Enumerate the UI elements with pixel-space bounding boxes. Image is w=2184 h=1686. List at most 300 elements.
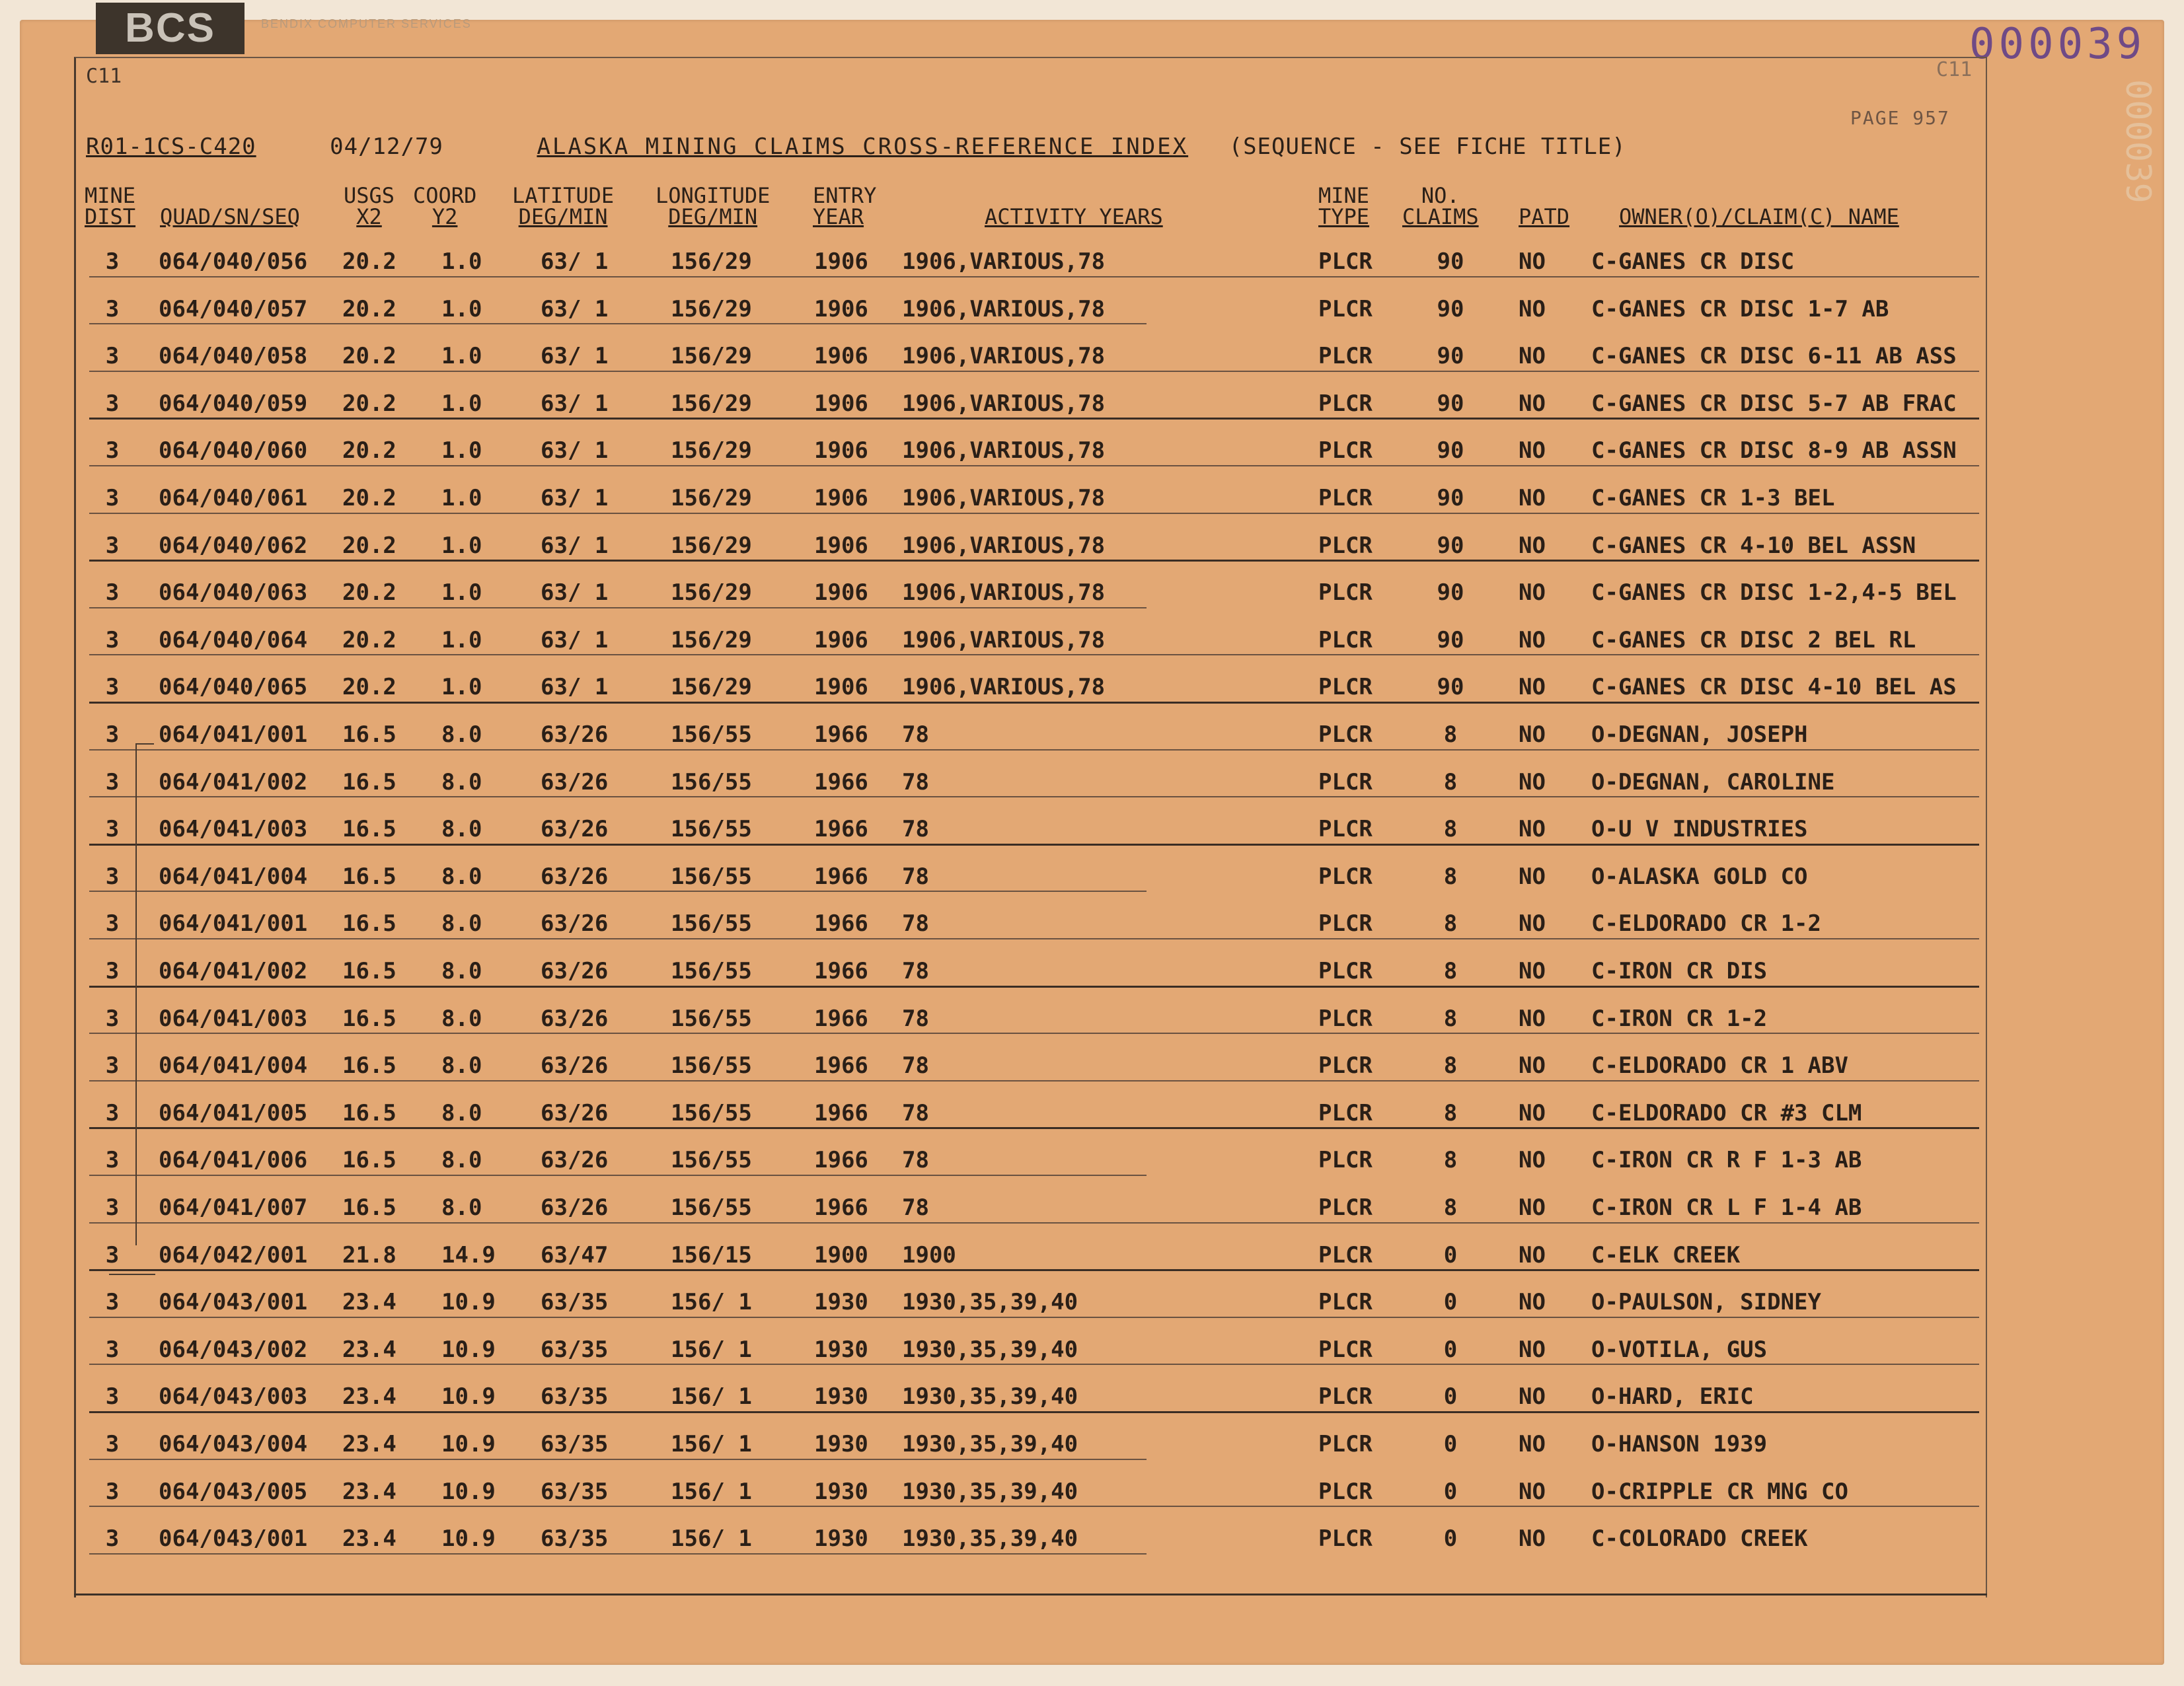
patented-cell: NO [1519, 910, 1546, 937]
mine-type-cell: PLCR [1318, 1147, 1373, 1174]
mine-type-cell: PLCR [1318, 437, 1373, 464]
usgs-x2-cell: 16.5 [342, 1194, 396, 1221]
quad-cell: 064/040/058 [159, 343, 308, 370]
owner-claim-name-cell: C-GANES CR DISC 1-7 AB [1591, 295, 1889, 322]
longitude-cell: 156/ 1 [671, 1383, 752, 1411]
entry-year-cell: 1966 [814, 768, 868, 795]
quad-cell: 064/040/063 [159, 579, 308, 606]
row-rule [89, 1506, 1979, 1507]
activity-years-cell: 78 [902, 721, 929, 748]
quad-cell: 064/041/007 [159, 1194, 308, 1221]
owner-claim-name-cell: O-DEGNAN, JOSEPH [1591, 721, 1808, 748]
usgs-x2-cell: 16.5 [342, 768, 396, 795]
latitude-cell: 63/ 1 [541, 390, 609, 417]
mine-type-cell: PLCR [1318, 390, 1373, 417]
longitude-cell: 156/29 [671, 248, 752, 275]
usgs-x2-cell: 20.2 [342, 390, 396, 417]
quad-cell: 064/043/003 [159, 1383, 308, 1411]
header-activity-years: ACTIVITY YEARS [985, 204, 1163, 229]
entry-year-cell: 1930 [814, 1431, 868, 1457]
quad-cell: 064/041/006 [159, 1147, 308, 1174]
patented-cell: NO [1519, 1052, 1546, 1080]
header-patd: PATD [1519, 204, 1570, 229]
claims-count-cell: 90 [1437, 532, 1464, 559]
row-rule [89, 844, 1979, 846]
activity-years-cell: 1900 [902, 1241, 956, 1268]
activity-years-cell: 78 [902, 910, 929, 937]
coord-y2-cell: 8.0 [441, 863, 482, 890]
longitude-cell: 156/55 [671, 816, 752, 843]
claims-count-cell: 0 [1443, 1289, 1458, 1316]
usgs-x2-cell: 23.4 [342, 1336, 396, 1363]
coord-y2-cell: 1.0 [441, 579, 482, 606]
claims-count-cell: 0 [1443, 1478, 1458, 1505]
header-mine-type: MINE TYPE [1318, 183, 1370, 229]
report-id: R01-1CS-C420 [86, 133, 256, 160]
patented-cell: NO [1519, 863, 1546, 890]
entry-year-cell: 1906 [814, 295, 868, 322]
activity-years-cell: 78 [902, 768, 929, 795]
mine-type-cell: PLCR [1318, 863, 1373, 890]
row-rule [89, 796, 1979, 797]
longitude-cell: 156/55 [671, 1099, 752, 1126]
latitude-cell: 63/26 [541, 863, 609, 890]
longitude-cell: 156/55 [671, 1147, 752, 1174]
report-date: 04/12/79 [330, 133, 443, 160]
table-row [0, 947, 1982, 995]
table-row [0, 1042, 1982, 1089]
longitude-cell: 156/ 1 [671, 1525, 752, 1553]
corner-code-right: C11 [1936, 58, 1973, 81]
usgs-x2-cell: 20.2 [342, 437, 396, 464]
row-rule [89, 276, 1979, 277]
entry-year-cell: 1966 [814, 1005, 868, 1032]
activity-years-cell: 78 [902, 1099, 929, 1126]
entry-year-cell: 1900 [814, 1241, 868, 1268]
usgs-x2-cell: 23.4 [342, 1525, 396, 1553]
mine-type-cell: PLCR [1318, 1194, 1373, 1221]
usgs-x2-cell: 16.5 [342, 1099, 396, 1126]
activity-years-cell: 1930,35,39,40 [902, 1289, 1078, 1316]
patented-cell: NO [1519, 390, 1546, 417]
longitude-cell: 156/55 [671, 721, 752, 748]
owner-claim-name-cell: O-CRIPPLE CR MNG CO [1591, 1478, 1848, 1505]
patented-cell: NO [1519, 1383, 1546, 1411]
usgs-x2-cell: 16.5 [342, 816, 396, 843]
coord-y2-cell: 1.0 [441, 248, 482, 275]
row-rule [89, 465, 1979, 466]
table-row [0, 805, 1982, 853]
table-row [0, 1184, 1982, 1231]
quad-cell: 064/043/004 [159, 1431, 308, 1457]
row-rule [89, 938, 1979, 939]
mine-dist-cell: 3 [105, 1052, 120, 1080]
table-row [0, 1420, 1982, 1468]
usgs-x2-cell: 20.2 [342, 485, 396, 511]
mine-type-cell: PLCR [1318, 1478, 1373, 1505]
table-row [0, 758, 1982, 806]
claims-count-cell: 90 [1437, 437, 1464, 464]
longitude-cell: 156/15 [671, 1241, 752, 1268]
patented-cell: NO [1519, 343, 1546, 370]
mine-type-cell: PLCR [1318, 1525, 1373, 1553]
quad-cell: 064/041/004 [159, 863, 308, 890]
longitude-cell: 156/55 [671, 863, 752, 890]
claims-count-cell: 8 [1443, 816, 1458, 843]
claims-count-cell: 90 [1437, 674, 1464, 701]
owner-claim-name-cell: O-PAULSON, SIDNEY [1591, 1289, 1821, 1316]
latitude-cell: 63/35 [541, 1525, 609, 1553]
mine-dist-cell: 3 [105, 1431, 120, 1457]
row-rule [89, 1033, 1979, 1034]
table-row [0, 569, 1982, 616]
mine-type-cell: PLCR [1318, 674, 1373, 701]
coord-y2-cell: 1.0 [441, 343, 482, 370]
longitude-cell: 156/29 [671, 295, 752, 322]
activity-years-cell: 1906,VARIOUS,78 [902, 248, 1106, 275]
owner-claim-name-cell: C-GANES CR DISC 5-7 AB FRAC [1591, 390, 1957, 417]
mine-type-cell: PLCR [1318, 626, 1373, 653]
row-rule [89, 371, 1979, 372]
mine-dist-cell: 3 [105, 1194, 120, 1221]
latitude-cell: 63/26 [541, 910, 609, 937]
usgs-x2-cell: 16.5 [342, 1005, 396, 1032]
coord-y2-cell: 1.0 [441, 390, 482, 417]
longitude-cell: 156/29 [671, 579, 752, 606]
latitude-cell: 63/ 1 [541, 579, 609, 606]
activity-years-cell: 78 [902, 1194, 929, 1221]
mine-type-cell: PLCR [1318, 1052, 1373, 1080]
owner-claim-name-cell: C-IRON CR 1-2 [1591, 1005, 1768, 1032]
coord-y2-cell: 8.0 [441, 768, 482, 795]
usgs-x2-cell: 20.2 [342, 248, 396, 275]
claims-count-cell: 0 [1443, 1336, 1458, 1363]
page-number: PAGE 957 [1850, 107, 1950, 129]
quad-cell: 064/040/062 [159, 532, 308, 559]
patented-cell: NO [1519, 485, 1546, 511]
patented-cell: NO [1519, 1478, 1546, 1505]
claims-count-cell: 90 [1437, 343, 1464, 370]
mine-dist-cell: 3 [105, 816, 120, 843]
activity-years-cell: 1906,VARIOUS,78 [902, 674, 1106, 701]
quad-cell: 064/041/002 [159, 768, 308, 795]
claims-count-cell: 8 [1443, 1147, 1458, 1174]
row-rule [89, 1222, 1979, 1224]
quad-cell: 064/040/061 [159, 485, 308, 511]
header-entry-year: ENTRY YEAR [813, 183, 877, 229]
mine-type-cell: PLCR [1318, 1431, 1373, 1457]
row-rule [89, 986, 1979, 988]
entry-year-cell: 1930 [814, 1525, 868, 1553]
table-row [0, 1515, 1982, 1562]
coord-y2-cell: 10.9 [441, 1431, 496, 1457]
page-frame-bottom [74, 1594, 1987, 1595]
longitude-cell: 156/55 [671, 1194, 752, 1221]
coord-y2-cell: 8.0 [441, 910, 482, 937]
mine-dist-cell: 3 [105, 910, 120, 937]
latitude-cell: 63/26 [541, 958, 609, 984]
quad-cell: 064/041/004 [159, 1052, 308, 1080]
longitude-cell: 156/55 [671, 768, 752, 795]
table-row [0, 711, 1982, 758]
claims-count-cell: 8 [1443, 721, 1458, 748]
coord-y2-cell: 10.9 [441, 1383, 496, 1411]
coord-y2-cell: 1.0 [441, 295, 482, 322]
mine-dist-cell: 3 [105, 437, 120, 464]
row-rule [89, 418, 1979, 420]
longitude-cell: 156/29 [671, 485, 752, 511]
usgs-x2-cell: 20.2 [342, 295, 396, 322]
latitude-cell: 63/ 1 [541, 343, 609, 370]
row-rule [89, 513, 1979, 514]
mine-type-cell: PLCR [1318, 1383, 1373, 1411]
mine-type-cell: PLCR [1318, 816, 1373, 843]
patented-cell: NO [1519, 1099, 1546, 1126]
latitude-cell: 63/ 1 [541, 532, 609, 559]
row-rule [89, 702, 1979, 704]
longitude-cell: 156/55 [671, 958, 752, 984]
usgs-x2-cell: 23.4 [342, 1431, 396, 1457]
patented-cell: NO [1519, 532, 1546, 559]
latitude-cell: 63/26 [541, 1005, 609, 1032]
mine-dist-cell: 3 [105, 343, 120, 370]
header-no-claims: NO. CLAIMS [1402, 183, 1479, 229]
table-row [0, 332, 1982, 380]
patented-cell: NO [1519, 1336, 1546, 1363]
claims-count-cell: 8 [1443, 958, 1458, 984]
entry-year-cell: 1906 [814, 343, 868, 370]
usgs-x2-cell: 23.4 [342, 1383, 396, 1411]
header-owner-claim-name: OWNER(O)/CLAIM(C) NAME [1619, 204, 1899, 229]
table-row [0, 522, 1982, 569]
row-rule [89, 891, 1147, 892]
owner-claim-name-cell: C-GANES CR 4-10 BEL ASSN [1591, 532, 1916, 559]
mine-dist-cell: 3 [105, 863, 120, 890]
patented-cell: NO [1519, 768, 1546, 795]
coord-y2-cell: 8.0 [441, 958, 482, 984]
activity-years-cell: 1906,VARIOUS,78 [902, 390, 1106, 417]
row-rule [89, 1317, 1979, 1318]
patented-cell: NO [1519, 295, 1546, 322]
owner-claim-name-cell: C-GANES CR DISC 4-10 BEL AS [1591, 674, 1957, 701]
mine-type-cell: PLCR [1318, 1289, 1373, 1316]
document-number-ghost: 000039 [2118, 79, 2158, 203]
activity-years-cell: 78 [902, 863, 929, 890]
mine-dist-cell: 3 [105, 248, 120, 275]
latitude-cell: 63/26 [541, 1147, 609, 1174]
entry-year-cell: 1906 [814, 579, 868, 606]
mine-dist-cell: 3 [105, 579, 120, 606]
mine-dist-cell: 3 [105, 1525, 120, 1553]
mine-dist-cell: 3 [105, 674, 120, 701]
entry-year-cell: 1930 [814, 1383, 868, 1411]
entry-year-cell: 1906 [814, 248, 868, 275]
row-rule [89, 1080, 1979, 1081]
owner-claim-name-cell: O-VOTILA, GUS [1591, 1336, 1768, 1363]
row-rule [89, 1364, 1979, 1365]
claims-count-cell: 90 [1437, 295, 1464, 322]
activity-years-cell: 78 [902, 816, 929, 843]
header-mine-dist: MINE DIST [85, 183, 136, 229]
patented-cell: NO [1519, 248, 1546, 275]
entry-year-cell: 1906 [814, 674, 868, 701]
entry-year-cell: 1906 [814, 437, 868, 464]
quad-cell: 064/040/056 [159, 248, 308, 275]
quad-cell: 064/041/001 [159, 910, 308, 937]
activity-years-cell: 78 [902, 1147, 929, 1174]
entry-year-cell: 1966 [814, 1194, 868, 1221]
owner-claim-name-cell: C-ELK CREEK [1591, 1241, 1741, 1268]
longitude-cell: 156/29 [671, 390, 752, 417]
mine-type-cell: PLCR [1318, 295, 1373, 322]
longitude-cell: 156/55 [671, 910, 752, 937]
longitude-cell: 156/29 [671, 626, 752, 653]
entry-year-cell: 1966 [814, 721, 868, 748]
claims-count-cell: 8 [1443, 1194, 1458, 1221]
quad-cell: 064/041/005 [159, 1099, 308, 1126]
owner-claim-name-cell: C-GANES CR DISC [1591, 248, 1795, 275]
report-header [86, 133, 1626, 160]
mine-type-cell: PLCR [1318, 248, 1373, 275]
header-latitude: LATITUDE DEG/MIN [512, 183, 615, 229]
mine-dist-cell: 3 [105, 1383, 120, 1411]
activity-years-cell: 1930,35,39,40 [902, 1431, 1078, 1457]
claims-count-cell: 0 [1443, 1383, 1458, 1411]
header-usgs-x2: USGS X2 [344, 183, 395, 229]
entry-year-cell: 1966 [814, 863, 868, 890]
latitude-cell: 63/ 1 [541, 437, 609, 464]
patented-cell: NO [1519, 958, 1546, 984]
patented-cell: NO [1519, 1147, 1546, 1174]
quad-cell: 064/041/001 [159, 721, 308, 748]
coord-y2-cell: 1.0 [441, 437, 482, 464]
table-row [0, 1278, 1982, 1326]
mine-dist-cell: 3 [105, 1005, 120, 1032]
usgs-x2-cell: 16.5 [342, 910, 396, 937]
mine-dist-cell: 3 [105, 958, 120, 984]
coord-y2-cell: 10.9 [441, 1478, 496, 1505]
activity-years-cell: 1930,35,39,40 [902, 1383, 1078, 1411]
usgs-x2-cell: 21.8 [342, 1241, 396, 1268]
quad-cell: 064/041/003 [159, 816, 308, 843]
entry-year-cell: 1966 [814, 958, 868, 984]
patented-cell: NO [1519, 1431, 1546, 1457]
activity-years-cell: 1906,VARIOUS,78 [902, 485, 1106, 511]
table-row [0, 1326, 1982, 1374]
mine-dist-cell: 3 [105, 390, 120, 417]
entry-year-cell: 1966 [814, 1099, 868, 1126]
activity-years-cell: 1906,VARIOUS,78 [902, 295, 1106, 322]
row-rule [89, 1459, 1147, 1460]
quad-cell: 064/043/002 [159, 1336, 308, 1363]
claims-count-cell: 90 [1437, 248, 1464, 275]
table-row [0, 380, 1982, 427]
longitude-cell: 156/ 1 [671, 1336, 752, 1363]
table-row [0, 1231, 1982, 1279]
latitude-cell: 63/ 1 [541, 295, 609, 322]
bracket-mark [135, 743, 157, 1245]
patented-cell: NO [1519, 721, 1546, 748]
owner-claim-name-cell: O-DEGNAN, CAROLINE [1591, 768, 1835, 795]
coord-y2-cell: 1.0 [441, 674, 482, 701]
latitude-cell: 63/35 [541, 1383, 609, 1411]
mine-type-cell: PLCR [1318, 343, 1373, 370]
longitude-cell: 156/29 [671, 437, 752, 464]
coord-y2-cell: 1.0 [441, 485, 482, 511]
latitude-cell: 63/ 1 [541, 626, 609, 653]
activity-years-cell: 78 [902, 958, 929, 984]
entry-year-cell: 1906 [814, 390, 868, 417]
entry-year-cell: 1966 [814, 1052, 868, 1080]
coord-y2-cell: 8.0 [441, 1052, 482, 1080]
quad-cell: 064/040/059 [159, 390, 308, 417]
owner-claim-name-cell: O-HANSON 1939 [1591, 1431, 1768, 1457]
usgs-x2-cell: 20.2 [342, 343, 396, 370]
claims-count-cell: 8 [1443, 1052, 1458, 1080]
patented-cell: NO [1519, 437, 1546, 464]
usgs-x2-cell: 16.5 [342, 1052, 396, 1080]
usgs-x2-cell: 16.5 [342, 863, 396, 890]
mine-dist-cell: 3 [105, 1147, 120, 1174]
activity-years-cell: 78 [902, 1005, 929, 1032]
entry-year-cell: 1930 [814, 1289, 868, 1316]
mine-type-cell: PLCR [1318, 1336, 1373, 1363]
corner-code-left: C11 [86, 65, 122, 88]
logo-subtitle: BENDIX COMPUTER SERVICES [261, 17, 472, 30]
mine-type-cell: PLCR [1318, 1241, 1373, 1268]
latitude-cell: 63/35 [541, 1336, 609, 1363]
latitude-cell: 63/ 1 [541, 485, 609, 511]
claims-count-cell: 0 [1443, 1241, 1458, 1268]
header-longitude: LONGITUDE DEG/MIN [656, 183, 771, 229]
table-row [0, 1468, 1982, 1516]
claims-count-cell: 90 [1437, 626, 1464, 653]
mine-type-cell: PLCR [1318, 721, 1373, 748]
row-rule [89, 1553, 1147, 1555]
longitude-cell: 156/29 [671, 532, 752, 559]
latitude-cell: 63/35 [541, 1478, 609, 1505]
latitude-cell: 63/35 [541, 1289, 609, 1316]
owner-claim-name-cell: C-GANES CR DISC 8-9 AB ASSN [1591, 437, 1957, 464]
activity-years-cell: 1930,35,39,40 [902, 1478, 1078, 1505]
mine-dist-cell: 3 [105, 485, 120, 511]
header-coord-y2: COORD Y2 [413, 183, 477, 229]
claims-count-cell: 90 [1437, 485, 1464, 511]
activity-years-cell: 1906,VARIOUS,78 [902, 437, 1106, 464]
owner-claim-name-cell: C-IRON CR DIS [1591, 958, 1768, 984]
claims-count-cell: 0 [1443, 1431, 1458, 1457]
mine-dist-cell: 3 [105, 721, 120, 748]
claims-count-cell: 8 [1443, 863, 1458, 890]
mine-type-cell: PLCR [1318, 1005, 1373, 1032]
longitude-cell: 156/29 [671, 674, 752, 701]
mine-dist-cell: 3 [105, 1099, 120, 1126]
claims-count-cell: 0 [1443, 1525, 1458, 1553]
usgs-x2-cell: 16.5 [342, 958, 396, 984]
mine-type-cell: PLCR [1318, 532, 1373, 559]
activity-years-cell: 1906,VARIOUS,78 [902, 626, 1106, 653]
quad-cell: 064/043/005 [159, 1478, 308, 1505]
owner-claim-name-cell: C-IRON CR L F 1-4 AB [1591, 1194, 1862, 1221]
longitude-cell: 156/ 1 [671, 1478, 752, 1505]
activity-years-cell: 78 [902, 1052, 929, 1080]
patented-cell: NO [1519, 1241, 1546, 1268]
latitude-cell: 63/26 [541, 816, 609, 843]
mine-type-cell: PLCR [1318, 768, 1373, 795]
quad-cell: 064/040/060 [159, 437, 308, 464]
mine-dist-cell: 3 [105, 1478, 120, 1505]
claims-count-cell: 90 [1437, 390, 1464, 417]
